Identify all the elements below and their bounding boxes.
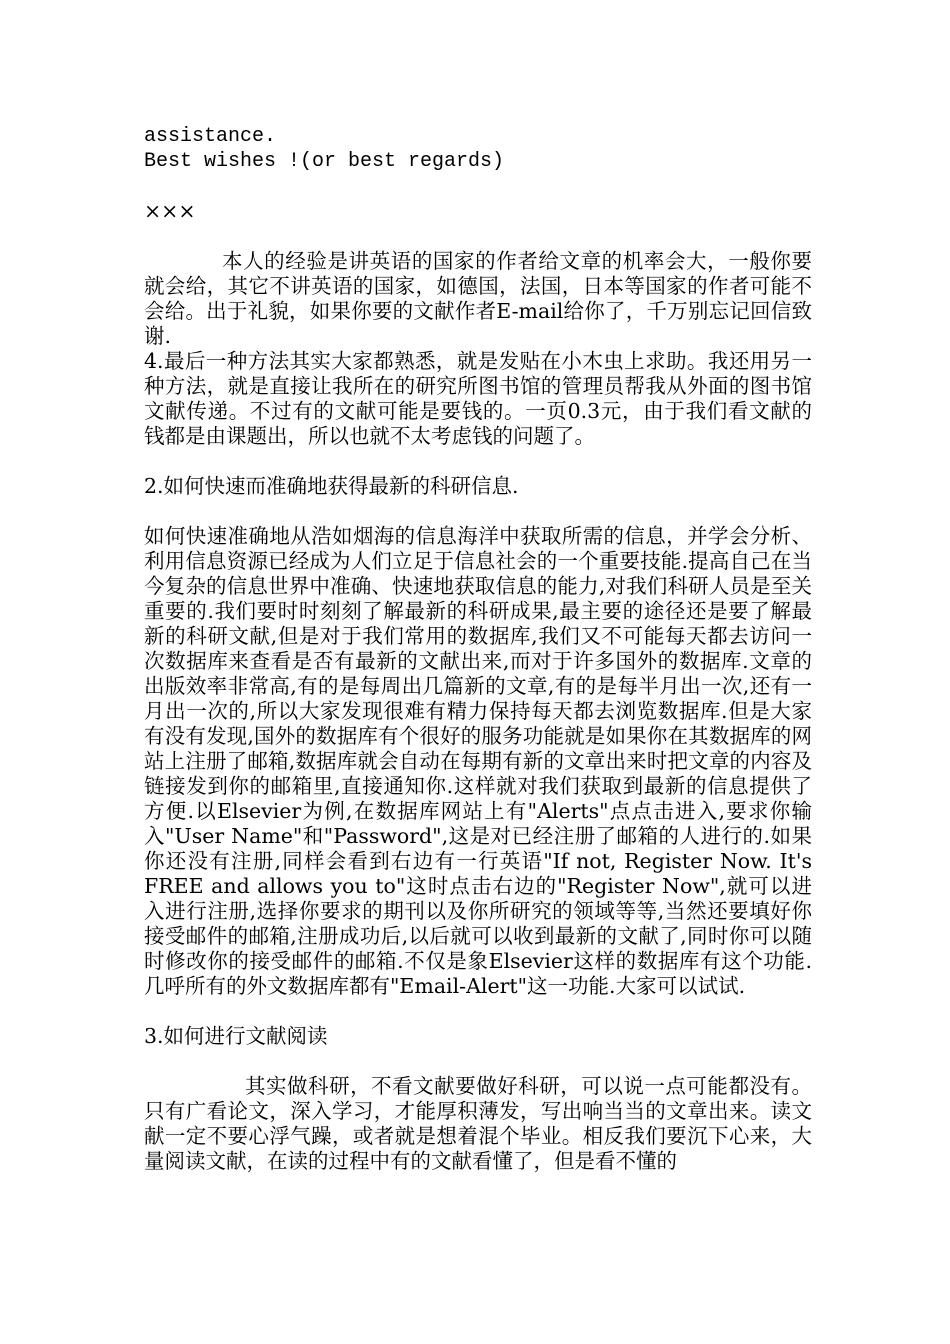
- paragraph-section-2: 如何快速准确地从浩如烟海的信息海洋中获取所需的信息，并学会分析、利用信息资源已经成为人们立足于信息社会的一个重要技能.提高自己在当今复杂的信息世界中准确、快速地获取信息的能力,对我们科研人员是至关重要的.我们要时时刻刻了解最新的科研成果,最主要的途径还是要了解最新的科研文献,但是对于我们常用的数据库,我们又不可能每天都去访问一次数据库来查看是否有最新的文献出来,而对于许多国外的数据库.文章的出版效率非常高,有的是每周出几篇新的文章,有的是每半月出一次,还有一月出一次的,所以大家发现很难有精力保持每天都去浏览数据库.但是大家有没有发现,国外的数据库有个很好的服务功能就是如果你在其数据库的网站上注册了邮箱,数据库就会自动在每期有新的文章出来时把文章的内容及链接发到你的邮箱里,直接通知你.这样就对我们获取到最新的信息提供了方便.以Elsevier为例,在数据库网站上有"Alerts"点点击进入,要求你输入"User Name"和"Password",这是对已经注册了邮箱的人进行的.如果你还没有注册,同样会看到右边有一行英语"If not, Register Now. It's FREE and allows you to"这时点击右边的"Register Now",就可以进入进行注册,选择你要求的期刊以及你所研究的领域等等,当然还要填好你接受邮件的邮箱,注册成功后,以后就可以收到最新的文献了,同时你可以随时修改你的接受邮件的邮箱.不仅是象Elsevier这样的数据库有这个功能.几呼所有的外文数据库都有"Email-Alert"这一功能.大家可以试试.: [144, 524, 812, 998]
- closing-line-assistance: assistance.: [144, 125, 277, 148]
- spacer: [144, 174, 812, 199]
- document-page: [144, 124, 812, 1174]
- spacer: [144, 499, 812, 524]
- heading-section-3: 3.如何进行文献阅读: [144, 1024, 328, 1048]
- spacer: [144, 1049, 812, 1074]
- spacer: [144, 449, 812, 474]
- paragraph-experience: 本人的经验是讲英语的国家的作者给文章的机率会大，一般你要就会给，其它不讲英语的国家，如德国，法国，日本等国家的作者可能不会给。出于礼貌，如果你要的文献作者E-mail给你了，千万别忘记回信致谢.: [144, 249, 812, 348]
- spacer: [144, 999, 812, 1024]
- spacer: [144, 224, 812, 249]
- paragraph-method-4: 4.最后一种方法其实大家都熟悉，就是发贴在小木虫上求助。我还用另一种方法，就是直接让我所在的研究所图书馆的管理员帮我从外面的图书馆文献传递。不过有的文献可能是要钱的。一页0.3元，由于我们看文献的钱都是由课题出，所以也就不太考虑钱的问题了。: [144, 349, 812, 448]
- paragraph-section-3: 其实做科研，不看文献要做好科研，可以说一点可能都没有。只有广看论文，深入学习，才能厚积薄发，写出响当当的文章出来。读文献一定不要心浮气躁，或者就是想着混个毕业。相反我们要沉下心来，大量阅读文献，在读的过程中有的文献看懂了，但是看不懂的: [144, 1074, 812, 1173]
- heading-section-2: 2.如何快速而准确地获得最新的科研信息.: [144, 474, 519, 498]
- closing-line-best-wishes: Best wishes !(or best regards): [144, 150, 505, 173]
- signature: ×××: [144, 199, 196, 223]
